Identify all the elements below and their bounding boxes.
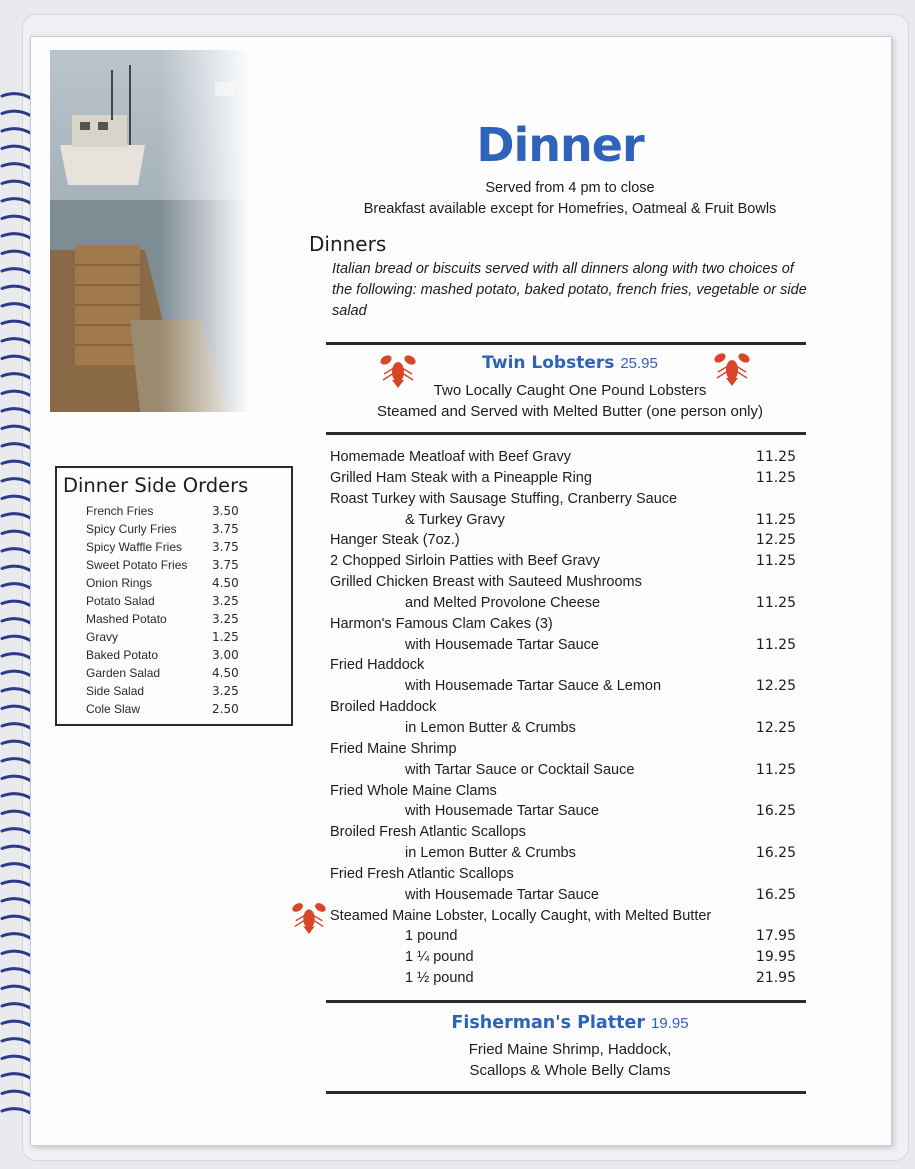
menu-item-text: with Tartar Sauce or Cocktail Sauce — [405, 761, 635, 778]
menu-item-text: 1 ¼ pound — [405, 949, 474, 966]
menu-item-line — [330, 947, 800, 968]
menu-item-line — [330, 739, 800, 760]
side-order-price: 3.75 — [212, 522, 239, 536]
menu-item-price: 16.25 — [755, 845, 796, 862]
menu-item-text: Harmon's Famous Clam Cakes (3) — [330, 615, 553, 632]
spiral-binding — [0, 90, 34, 1130]
dinners-heading: Dinners — [309, 232, 387, 256]
menu-item-text: Broiled Fresh Atlantic Scallops — [330, 824, 526, 841]
menu-item-line — [330, 510, 800, 531]
served-hours: Served from 4 pm to close — [485, 180, 655, 196]
menu-item-text: with Housemade Tartar Sauce & Lemon — [405, 678, 662, 695]
side-order-price: 3.75 — [212, 558, 239, 572]
menu-item-text: with Housemade Tartar Sauce — [405, 803, 599, 820]
menu-item-line — [330, 718, 800, 739]
dinners-description: Italian bread or biscuits served with all dinners along with two choices of the following: mashed potato, baked potato, french fries, vegetable or side salad — [332, 261, 807, 319]
side-order-name: Potato Salad — [86, 594, 155, 608]
menu-item-line — [330, 906, 800, 927]
side-order-name: Side Salad — [86, 684, 145, 698]
menu-item-line — [330, 801, 800, 822]
menu-item-text: Steamed Maine Lobster, Locally Caught, with Melted Butter — [330, 907, 712, 924]
twin-lobsters-description — [330, 380, 810, 422]
lobster-icon — [290, 898, 328, 934]
menu-item-line — [330, 468, 800, 489]
side-order-price: 1.25 — [212, 630, 239, 644]
divider-top — [326, 342, 806, 345]
twin-lobsters-name: Twin Lobsters — [482, 353, 615, 373]
side-order-price: 4.50 — [212, 576, 239, 590]
menu-item-text: Grilled Ham Steak with a Pineapple Ring — [330, 469, 592, 486]
menu-item-price: 19.95 — [755, 949, 796, 966]
menu-item-price: 12.25 — [755, 678, 796, 695]
side-order-item — [86, 610, 276, 628]
side-order-item — [86, 502, 276, 520]
side-order-price: 3.00 — [212, 648, 239, 662]
side-order-price: 3.75 — [212, 540, 239, 554]
side-order-price: 3.25 — [212, 612, 239, 626]
fishermans-platter-desc-line-1: Fried Maine Shrimp, Haddock, — [468, 1041, 672, 1058]
menu-item-price: 11.25 — [755, 449, 796, 465]
menu-item-text: Fried Maine Shrimp — [330, 740, 457, 757]
side-order-name: Sweet Potato Fries — [86, 558, 188, 572]
menu-item-price: 11.25 — [755, 511, 796, 528]
side-order-name: Cole Slaw — [86, 702, 141, 716]
twin-lobsters-desc-line-2: Steamed and Served with Melted Butter (one person only) — [376, 403, 764, 420]
side-order-item — [86, 646, 276, 664]
side-order-item — [86, 538, 276, 556]
menu-item-line — [330, 655, 800, 676]
menu-item-line — [330, 781, 800, 802]
menu-item-text: with Housemade Tartar Sauce — [405, 886, 599, 903]
menu-item-price: 11.25 — [755, 553, 796, 570]
menu-item-text: 1 pound — [405, 928, 458, 945]
menu-item-line — [330, 572, 800, 593]
menu-item-text: and Melted Provolone Cheese — [405, 594, 601, 611]
menu-item-line — [330, 885, 800, 906]
fishermans-platter-desc-line-2: Scallops & Whole Belly Clams — [469, 1062, 671, 1079]
side-orders-title: Dinner Side Orders — [63, 474, 249, 497]
menu-item-line — [330, 530, 800, 551]
menu-item-line — [330, 926, 800, 947]
menu-item-line — [330, 697, 800, 718]
side-order-price: 4.50 — [212, 666, 239, 680]
divider-bottom — [326, 1091, 806, 1094]
fishermans-platter-price: 19.95 — [651, 1015, 689, 1032]
divider-lower — [326, 1000, 806, 1003]
menu-item-line — [330, 968, 800, 989]
fishermans-platter-title — [380, 1013, 760, 1033]
menu-item-text: Broiled Haddock — [330, 699, 437, 716]
menu-item-price: 11.25 — [755, 761, 796, 778]
menu-item-price: 17.95 — [755, 928, 796, 945]
menu-item-text: & Turkey Gravy — [405, 511, 505, 528]
twin-lobsters-price: 25.95 — [620, 355, 658, 372]
menu-item-line — [330, 843, 800, 864]
menu-item-text: Hanger Steak (7oz.) — [330, 532, 460, 549]
menu-item-price: 11.25 — [755, 469, 796, 486]
menu-item-text: 2 Chopped Sirloin Patties with Beef Gravy — [330, 553, 600, 570]
menu-item-line — [330, 489, 800, 510]
menu-item-text: in Lemon Butter & Crumbs — [405, 719, 576, 736]
side-order-item — [86, 574, 276, 592]
menu-item-price: 11.25 — [755, 636, 796, 653]
menu-item-line — [330, 447, 800, 468]
fishermans-platter-name: Fisherman's Platter — [451, 1013, 645, 1033]
side-order-name: Garden Salad — [86, 666, 161, 680]
menu-item-line — [330, 614, 800, 635]
side-order-name: Spicy Waffle Fries — [86, 540, 183, 554]
side-order-item — [86, 682, 276, 700]
menu-item-text: Grilled Chicken Breast with Sauteed Mushrooms — [330, 574, 642, 591]
menu-item-text: Homemade Meatloaf with Beef Gravy — [330, 449, 571, 465]
menu-item-line — [330, 635, 800, 656]
side-order-name: Gravy — [86, 630, 119, 644]
divider-middle — [326, 432, 806, 435]
menu-item-line — [330, 760, 800, 781]
twin-lobsters-title — [420, 353, 720, 373]
side-order-name: Spicy Curly Fries — [86, 522, 177, 536]
side-order-item — [86, 592, 276, 610]
menu-item-text: Roast Turkey with Sausage Stuffing, Cranberry Sauce — [330, 490, 678, 507]
twin-lobsters-desc-line-1: Two Locally Caught One Pound Lobsters — [433, 382, 707, 399]
side-order-name: Onion Rings — [86, 576, 153, 590]
menu-item-line — [330, 676, 800, 697]
side-order-name: French Fries — [86, 504, 154, 518]
side-order-item — [86, 520, 276, 538]
side-order-price: 3.25 — [212, 594, 239, 608]
menu-item-line — [330, 864, 800, 885]
dinner-items-list — [330, 447, 800, 989]
side-order-item — [86, 664, 276, 682]
menu-item-text: in Lemon Butter & Crumbs — [405, 845, 576, 862]
menu-item-line — [330, 822, 800, 843]
menu-item-text: Fried Whole Maine Clams — [330, 782, 497, 799]
menu-item-text: Fried Haddock — [330, 657, 425, 674]
hours-info — [300, 178, 840, 220]
menu-item-price: 21.95 — [755, 970, 796, 987]
page-title: Dinner — [476, 118, 644, 172]
menu-item-price: 11.25 — [755, 594, 796, 611]
side-orders-box — [55, 466, 293, 726]
side-order-item — [86, 700, 276, 718]
side-order-item — [86, 556, 276, 574]
breakfast-note: Breakfast available except for Homefries, Oatmeal & Fruit Bowls — [363, 201, 777, 217]
menu-item-price: 16.25 — [755, 886, 796, 903]
side-order-price: 3.25 — [212, 684, 239, 698]
side-order-item — [86, 628, 276, 646]
menu-item-text: Fried Fresh Atlantic Scallops — [330, 865, 514, 882]
side-order-price: 2.50 — [212, 702, 239, 716]
fishermans-platter-description — [380, 1039, 760, 1081]
menu-item-price: 12.25 — [755, 532, 796, 549]
menu-item-text: with Housemade Tartar Sauce — [405, 636, 599, 653]
side-order-name: Baked Potato — [86, 648, 159, 662]
menu-item-text: 1 ½ pound — [405, 970, 474, 987]
menu-item-price: 12.25 — [755, 719, 796, 736]
harbor-photo — [50, 50, 250, 412]
side-order-name: Mashed Potato — [86, 612, 167, 626]
menu-item-line — [330, 551, 800, 572]
side-orders-list — [86, 502, 276, 718]
side-order-price: 3.50 — [212, 504, 239, 518]
menu-item-price: 16.25 — [755, 803, 796, 820]
menu-item-line — [330, 593, 800, 614]
